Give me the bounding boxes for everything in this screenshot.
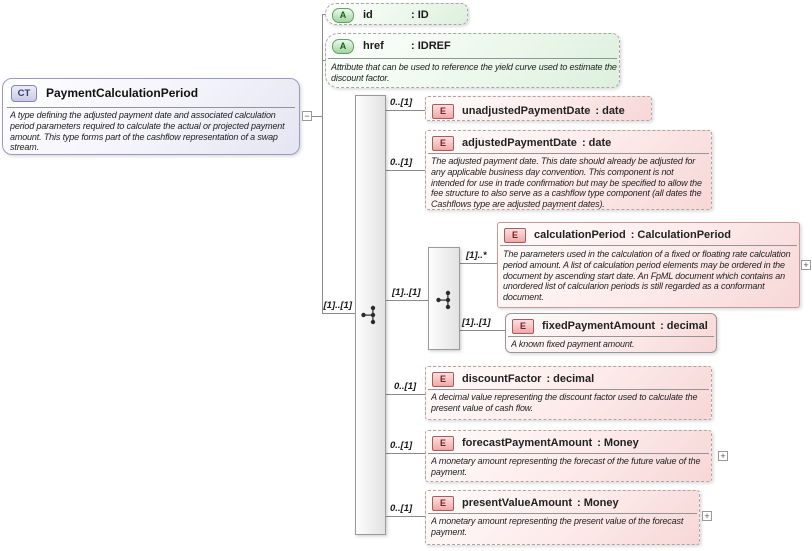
element-type: : decimal bbox=[660, 320, 708, 332]
attribute-badge: A bbox=[332, 8, 354, 23]
element-type: : Money bbox=[577, 497, 619, 509]
element-name: unadjustedPaymentDate bbox=[462, 105, 591, 117]
sequence-icon bbox=[360, 304, 380, 326]
element-type: : date bbox=[595, 105, 625, 117]
cardinality-label: [1]..[1] bbox=[323, 300, 352, 311]
expand-button[interactable]: + bbox=[801, 260, 811, 270]
attribute-type: : IDREF bbox=[411, 40, 451, 52]
element-type: : CalculationPeriod bbox=[630, 229, 731, 241]
separator bbox=[7, 107, 295, 108]
element-description: A monetary amount representing the present value of the forecast payment. bbox=[431, 516, 684, 537]
element-badge: E bbox=[432, 104, 454, 119]
element-badge: E bbox=[432, 136, 454, 151]
sequence-icon bbox=[435, 289, 455, 311]
element-box-forecastPaymentAmount[interactable] bbox=[425, 430, 712, 482]
cardinality-label: 0..[1] bbox=[394, 381, 417, 392]
separator bbox=[428, 453, 709, 454]
separator bbox=[508, 336, 714, 337]
element-type: : date bbox=[581, 137, 612, 149]
collapse-button[interactable]: − bbox=[302, 111, 312, 121]
attribute-box-href[interactable] bbox=[325, 33, 620, 88]
connector-line bbox=[384, 394, 425, 395]
cardinality-label: [1]..[1] bbox=[392, 287, 421, 298]
element-name: discountFactor bbox=[462, 373, 542, 385]
complextype-box[interactable] bbox=[2, 78, 300, 155]
element-badge: E bbox=[432, 372, 454, 387]
element-description: The parameters used in the calculation of a fixed or floating rate calculation period amount. A list of calculation period elements may be ordered in the document by ascending start date. An FpML document which contains an unordered list of calcularion periods is still regarded as a conformant document. bbox=[503, 249, 791, 303]
connector-line bbox=[384, 516, 425, 517]
element-description: The adjusted payment date. This date should already be adjusted for any applicable business day convention. This component is not intended for use in trade confirmation but may be specified to allow the fee structure to also serve as a cashflow type component (all dates the Cashflows type are adjusted payment dates). bbox=[431, 156, 702, 210]
element-type: : decimal bbox=[546, 373, 595, 385]
complextype-description: A type defining the adjusted payment date and associated calculation period parameters required to calculate the actual or projected payment amount. This type forms part of the cashflow representation of a swap stream. bbox=[10, 110, 285, 153]
connector-line bbox=[458, 263, 497, 264]
element-badge: E bbox=[432, 436, 454, 451]
element-name: calculationPeriod bbox=[534, 229, 626, 241]
element-box-calculationPeriod[interactable] bbox=[497, 222, 800, 308]
element-name: presentValueAmount bbox=[462, 497, 573, 509]
element-type: : Money bbox=[597, 437, 639, 449]
element-box-presentValueAmount[interactable] bbox=[425, 490, 700, 545]
complextype-badge: CT bbox=[11, 85, 37, 102]
connector-line bbox=[384, 170, 425, 171]
connector-line bbox=[312, 116, 322, 117]
cardinality-label: 0..[1] bbox=[390, 157, 413, 168]
separator bbox=[328, 58, 617, 59]
element-name: forecastPaymentAmount bbox=[462, 437, 593, 449]
element-badge: E bbox=[504, 228, 526, 243]
element-name: fixedPaymentAmount bbox=[542, 320, 656, 332]
element-description: A monetary amount representing the forecast of the future value of the payment. bbox=[431, 456, 701, 477]
expand-button[interactable]: + bbox=[718, 451, 728, 461]
connector-line bbox=[322, 313, 355, 314]
connector-line bbox=[384, 453, 425, 454]
element-name: adjustedPaymentDate bbox=[462, 137, 577, 149]
cardinality-label: 0..[1] bbox=[390, 503, 413, 514]
element-description: A decimal value representing the discount factor used to calculate the present value of cash flow. bbox=[431, 392, 698, 413]
separator bbox=[428, 389, 709, 390]
connector-line bbox=[384, 110, 425, 111]
element-badge: E bbox=[512, 319, 534, 334]
connector-line bbox=[458, 330, 505, 331]
attribute-badge: A bbox=[332, 39, 354, 54]
attribute-box-id[interactable] bbox=[325, 3, 468, 25]
element-box-fixedPaymentAmount[interactable] bbox=[505, 313, 717, 353]
expand-button[interactable]: + bbox=[702, 511, 712, 521]
element-description: A known fixed payment amount. bbox=[511, 339, 635, 349]
attribute-type: : ID bbox=[411, 9, 429, 21]
separator bbox=[428, 513, 697, 514]
separator bbox=[428, 153, 709, 154]
element-box-unadjustedPaymentDate[interactable] bbox=[425, 96, 652, 121]
cardinality-label: [1]..* bbox=[466, 250, 487, 261]
element-box-discountFactor[interactable] bbox=[425, 366, 712, 420]
connector-line bbox=[322, 14, 323, 313]
cardinality-label: 0..[1] bbox=[390, 97, 413, 108]
element-box-adjustedPaymentDate[interactable] bbox=[425, 130, 712, 210]
cardinality-label: [1]..[1] bbox=[462, 317, 491, 328]
connector-line bbox=[384, 300, 428, 301]
complextype-name: PaymentCalculationPeriod bbox=[46, 86, 199, 100]
attribute-description: Attribute that can be used to reference the yield curve used to estimate the discount factor. bbox=[331, 62, 617, 83]
attribute-name: id bbox=[363, 9, 373, 21]
element-badge: E bbox=[432, 496, 454, 511]
cardinality-label: 0..[1] bbox=[390, 440, 413, 451]
separator bbox=[500, 245, 797, 246]
attribute-name: href bbox=[363, 40, 384, 52]
